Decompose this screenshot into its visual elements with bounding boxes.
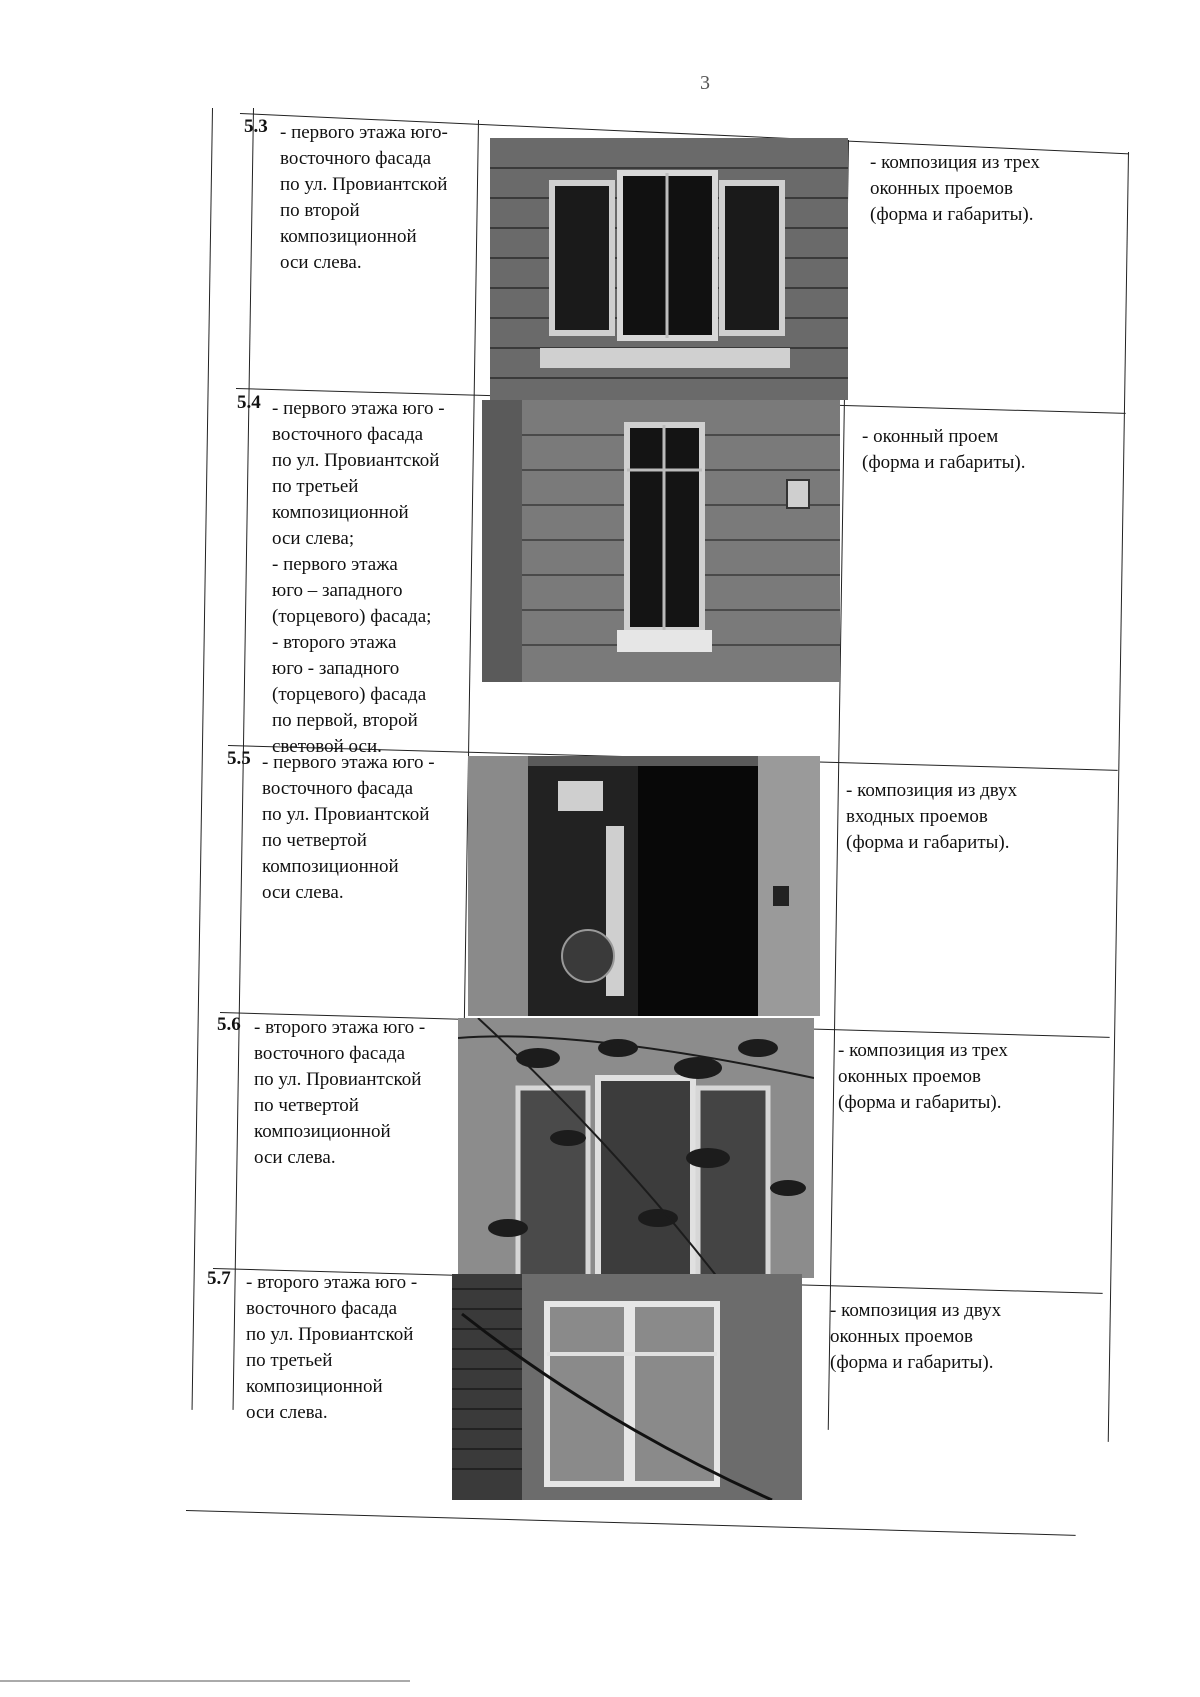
row-number: 5.7	[207, 1268, 231, 1289]
row-feature: - композиция из двух входных проемов (форма и габариты).	[846, 780, 1018, 853]
row-number: 5.3	[244, 116, 268, 137]
two-window-composition-photo	[452, 1274, 802, 1500]
scan-edge-line	[0, 1680, 410, 1682]
window-composition-with-foliage-photo	[458, 1018, 814, 1278]
entrance-openings-photo	[468, 756, 820, 1016]
row-number: 5.6	[217, 1014, 241, 1035]
row-number: 5.4	[237, 392, 261, 413]
row-description: - первого этажа юго- восточного фасада по ул. Провиантской по второй композиционной оси слева.	[280, 122, 448, 273]
row-number: 5.5	[227, 748, 251, 769]
row-feature: - оконный проем (форма и габариты).	[862, 426, 1026, 473]
page-number: 3	[700, 72, 710, 94]
row-feature: - композиция из трех оконных проемов (форма и габариты).	[838, 1040, 1008, 1113]
single-window-opening-photo	[482, 400, 840, 682]
window-composition-three-openings-photo	[490, 138, 848, 400]
row-feature: - композиция из двух оконных проемов (форма и габариты).	[830, 1300, 1002, 1373]
row-feature: - композиция из трех оконных проемов (форма и габариты).	[870, 152, 1040, 225]
row-description: - первого этажа юго - восточного фасада по ул. Провиантской по третьей композиционной оси слева; - первого этажа юго – западного (торцевого) фасада; - второго этажа юго - западного (торцевого) фасада по первой, второй световой оси.	[272, 398, 445, 757]
row-description: - первого этажа юго - восточного фасада по ул. Провиантской по четвертой композиционной оси слева.	[262, 752, 435, 903]
row-description: - второго этажа юго - восточного фасада по ул. Провиантской по третьей композиционной оси слева.	[246, 1272, 418, 1423]
table-bottom-border	[186, 1510, 1076, 1536]
row-description: - второго этажа юго - восточного фасада по ул. Провиантской по четвертой композиционной оси слева.	[254, 1017, 426, 1168]
table-left-border	[192, 108, 213, 1410]
